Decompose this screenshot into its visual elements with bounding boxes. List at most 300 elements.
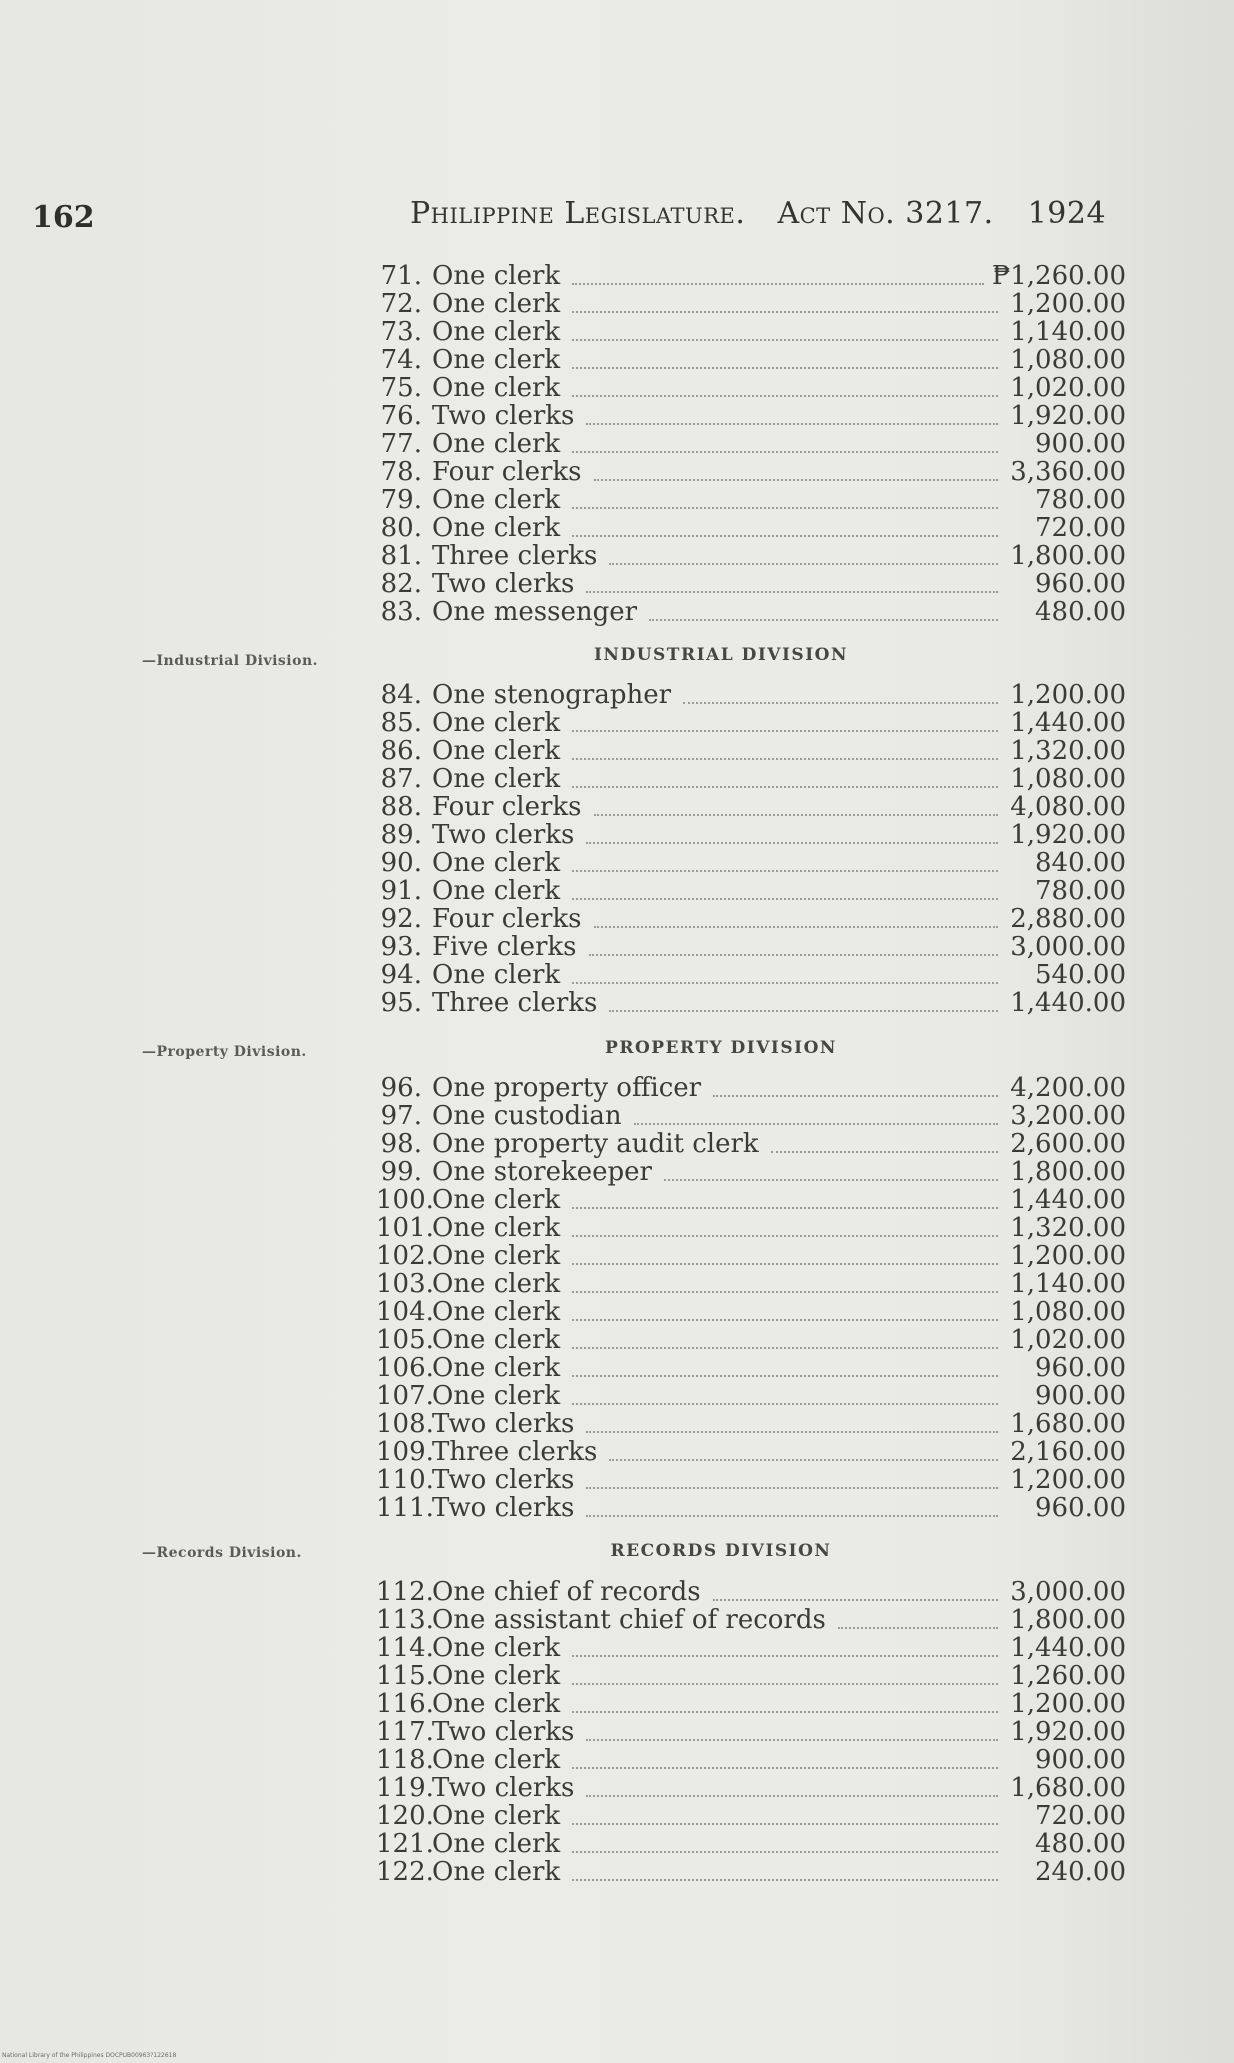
item-amount: 1,320.00 bbox=[1010, 1213, 1126, 1243]
item-number: 112. bbox=[376, 1577, 434, 1607]
item-amount: 1,800.00 bbox=[1010, 1157, 1126, 1187]
item-description: One clerk bbox=[432, 1241, 561, 1271]
item-description: Two clerks bbox=[432, 1717, 575, 1747]
item-description: One clerk bbox=[432, 485, 561, 515]
dot-leader bbox=[572, 507, 998, 509]
item-description: One clerk bbox=[432, 1297, 561, 1327]
dot-leader bbox=[771, 1151, 998, 1153]
item-amount: 720.00 bbox=[1035, 1801, 1126, 1831]
dot-leader bbox=[609, 1459, 998, 1461]
item-number: 85. bbox=[380, 708, 422, 738]
item-label bbox=[376, 290, 568, 318]
dot-leader bbox=[586, 591, 998, 593]
dot-leader bbox=[586, 842, 998, 844]
item-description: One clerk bbox=[432, 513, 561, 543]
item-amount: 1,140.00 bbox=[1010, 1269, 1126, 1299]
item-label bbox=[376, 1298, 568, 1326]
item-label bbox=[376, 1858, 568, 1886]
dot-leader bbox=[594, 814, 999, 816]
item-label bbox=[376, 1690, 568, 1718]
list-item bbox=[376, 1130, 1126, 1158]
item-label bbox=[376, 961, 568, 989]
item-label bbox=[376, 514, 568, 542]
item-label bbox=[376, 1438, 605, 1466]
item-label bbox=[376, 1830, 568, 1858]
page-number: 162 bbox=[32, 200, 95, 235]
item-amount: 960.00 bbox=[1035, 1353, 1126, 1383]
list-item bbox=[376, 1466, 1126, 1494]
dot-leader bbox=[572, 1291, 998, 1293]
item-number: 110. bbox=[376, 1465, 434, 1495]
dot-leader bbox=[594, 479, 999, 481]
item-amount: 1,920.00 bbox=[1010, 820, 1126, 850]
dot-leader bbox=[572, 1879, 998, 1881]
item-number: 103. bbox=[376, 1269, 434, 1299]
item-amount: 1,800.00 bbox=[1010, 1605, 1126, 1635]
item-label bbox=[376, 849, 568, 877]
list-item bbox=[376, 989, 1126, 1017]
item-number: 92. bbox=[380, 904, 422, 934]
item-number: 95. bbox=[380, 988, 422, 1018]
item-number: 106. bbox=[376, 1353, 434, 1383]
list-item bbox=[376, 793, 1126, 821]
item-label bbox=[376, 1354, 568, 1382]
dot-leader bbox=[572, 1711, 998, 1713]
dot-leader bbox=[664, 1179, 998, 1181]
item-number: 93. bbox=[380, 932, 422, 962]
item-description: One clerk bbox=[432, 1185, 561, 1215]
item-amount: 1,140.00 bbox=[1010, 317, 1126, 347]
item-label bbox=[376, 1634, 568, 1662]
item-description: Two clerks bbox=[432, 1773, 575, 1803]
item-number: 121. bbox=[376, 1829, 434, 1859]
item-number: 119. bbox=[376, 1773, 434, 1803]
item-description: One clerk bbox=[432, 289, 561, 319]
item-amount: 1,200.00 bbox=[1010, 289, 1126, 319]
list-item bbox=[376, 933, 1126, 961]
item-number: 100. bbox=[376, 1185, 434, 1215]
dot-leader bbox=[572, 1235, 998, 1237]
item-description: One property officer bbox=[432, 1073, 702, 1103]
item-label bbox=[376, 737, 568, 765]
item-number: 108. bbox=[376, 1409, 434, 1439]
dot-leader bbox=[609, 563, 998, 565]
dot-leader bbox=[572, 1263, 998, 1265]
dot-leader bbox=[594, 926, 999, 928]
list-item bbox=[376, 1354, 1126, 1382]
item-description: One clerk bbox=[432, 373, 561, 403]
item-description: Two clerks bbox=[432, 569, 575, 599]
item-amount: 1,020.00 bbox=[1010, 1325, 1126, 1355]
item-number: 96. bbox=[380, 1073, 422, 1103]
item-number: 77. bbox=[380, 429, 422, 459]
dot-leader bbox=[634, 1123, 998, 1125]
item-amount: 240.00 bbox=[1035, 1857, 1126, 1887]
item-number: 73. bbox=[380, 317, 422, 347]
item-label bbox=[376, 1102, 630, 1130]
item-number: 114. bbox=[376, 1633, 434, 1663]
dot-leader bbox=[572, 870, 998, 872]
list-item bbox=[376, 318, 1126, 346]
dot-leader bbox=[572, 395, 998, 397]
item-description: One clerk bbox=[432, 317, 561, 347]
item-description: One clerk bbox=[432, 429, 561, 459]
item-number: 71. bbox=[380, 261, 422, 291]
appropriation-list-industrial bbox=[376, 681, 1126, 1017]
item-description: Three clerks bbox=[432, 541, 598, 571]
running-header bbox=[410, 196, 1106, 231]
item-label bbox=[376, 1214, 568, 1242]
dot-leader bbox=[572, 1347, 998, 1349]
item-amount: 780.00 bbox=[1035, 876, 1126, 906]
dot-leader bbox=[572, 535, 998, 537]
item-number: 109. bbox=[376, 1437, 434, 1467]
dot-leader bbox=[586, 1431, 998, 1433]
item-description: One clerk bbox=[432, 876, 561, 906]
dot-leader bbox=[586, 1739, 998, 1741]
list-item bbox=[376, 1802, 1126, 1830]
dot-leader bbox=[572, 367, 998, 369]
list-item bbox=[376, 1298, 1126, 1326]
list-item bbox=[376, 402, 1126, 430]
list-item bbox=[376, 1662, 1126, 1690]
item-description: Four clerks bbox=[432, 457, 582, 487]
list-item bbox=[376, 1382, 1126, 1410]
margin-note-industrial: —Industrial Division. bbox=[142, 653, 319, 669]
item-amount: 960.00 bbox=[1035, 1493, 1126, 1523]
item-amount: 1,680.00 bbox=[1010, 1409, 1126, 1439]
dot-leader bbox=[572, 1683, 998, 1685]
item-description: Two clerks bbox=[432, 820, 575, 850]
item-label bbox=[376, 821, 582, 849]
item-number: 90. bbox=[380, 848, 422, 878]
dot-leader bbox=[609, 1010, 998, 1012]
item-label bbox=[376, 1270, 568, 1298]
item-number: 88. bbox=[380, 792, 422, 822]
dot-leader bbox=[586, 1795, 998, 1797]
item-amount: 3,000.00 bbox=[1010, 1577, 1126, 1607]
item-description: One clerk bbox=[432, 1269, 561, 1299]
item-label bbox=[376, 430, 568, 458]
item-label bbox=[376, 1130, 767, 1158]
appropriation-list-top bbox=[376, 262, 1126, 626]
list-item bbox=[376, 1410, 1126, 1438]
list-item bbox=[376, 1774, 1126, 1802]
item-description: One clerk bbox=[432, 736, 561, 766]
dot-leader bbox=[586, 1515, 998, 1517]
list-item bbox=[376, 709, 1126, 737]
item-amount: 1,920.00 bbox=[1010, 1717, 1126, 1747]
item-number: 99. bbox=[380, 1157, 422, 1187]
dot-leader bbox=[683, 702, 998, 704]
item-label bbox=[376, 989, 605, 1017]
item-number: 94. bbox=[380, 960, 422, 990]
item-amount: 3,200.00 bbox=[1010, 1101, 1126, 1131]
item-amount: 540.00 bbox=[1035, 960, 1126, 990]
item-number: 117. bbox=[376, 1717, 434, 1747]
dot-leader bbox=[572, 786, 998, 788]
list-item bbox=[376, 598, 1126, 626]
item-amount: 1,440.00 bbox=[1010, 708, 1126, 738]
item-number: 97. bbox=[380, 1101, 422, 1131]
item-label bbox=[376, 1746, 568, 1774]
item-amount: 900.00 bbox=[1035, 1381, 1126, 1411]
item-label bbox=[376, 402, 582, 430]
item-number: 84. bbox=[380, 680, 422, 710]
item-description: Four clerks bbox=[432, 904, 582, 934]
year: 1924 bbox=[1027, 196, 1107, 231]
item-number: 87. bbox=[380, 764, 422, 794]
margin-note-records: —Records Division. bbox=[142, 1545, 302, 1561]
list-item bbox=[376, 486, 1126, 514]
list-item bbox=[376, 1746, 1126, 1774]
item-description: Two clerks bbox=[432, 1465, 575, 1495]
act-number: Act No. 3217. bbox=[777, 196, 994, 231]
dot-leader bbox=[572, 1823, 998, 1825]
list-item bbox=[376, 1242, 1126, 1270]
list-item bbox=[376, 1074, 1126, 1102]
item-amount: 2,880.00 bbox=[1010, 904, 1126, 934]
item-description: One clerk bbox=[432, 345, 561, 375]
item-amount: 1,080.00 bbox=[1010, 1297, 1126, 1327]
list-item bbox=[376, 1102, 1126, 1130]
dot-leader bbox=[572, 758, 998, 760]
item-description: One clerk bbox=[432, 1745, 561, 1775]
item-description: One clerk bbox=[432, 1213, 561, 1243]
item-label bbox=[376, 1326, 568, 1354]
item-description: One clerk bbox=[432, 848, 561, 878]
list-item bbox=[376, 1186, 1126, 1214]
dot-leader bbox=[586, 1487, 998, 1489]
item-amount: 1,440.00 bbox=[1010, 988, 1126, 1018]
item-number: 91. bbox=[380, 876, 422, 906]
item-amount: 480.00 bbox=[1035, 1829, 1126, 1859]
dot-leader bbox=[572, 283, 984, 285]
item-description: One clerk bbox=[432, 1381, 561, 1411]
item-label bbox=[376, 346, 568, 374]
item-number: 122. bbox=[376, 1857, 434, 1887]
appropriation-list-property bbox=[376, 1074, 1126, 1522]
list-item bbox=[376, 542, 1126, 570]
item-amount: 1,680.00 bbox=[1010, 1773, 1126, 1803]
list-item bbox=[376, 1438, 1126, 1466]
item-number: 102. bbox=[376, 1241, 434, 1271]
item-amount: ₱1,260.00 bbox=[991, 261, 1126, 291]
item-description: One clerk bbox=[432, 1325, 561, 1355]
dot-leader bbox=[572, 898, 998, 900]
dot-leader bbox=[572, 451, 998, 453]
item-amount: 1,200.00 bbox=[1010, 1689, 1126, 1719]
item-amount: 1,320.00 bbox=[1010, 736, 1126, 766]
list-item bbox=[376, 262, 1126, 290]
item-number: 111. bbox=[376, 1493, 434, 1523]
list-item bbox=[376, 514, 1126, 542]
item-number: 105. bbox=[376, 1325, 434, 1355]
item-number: 115. bbox=[376, 1661, 434, 1691]
item-label bbox=[376, 793, 590, 821]
item-label bbox=[376, 374, 568, 402]
item-label bbox=[376, 542, 605, 570]
item-number: 113. bbox=[376, 1605, 434, 1635]
item-amount: 3,000.00 bbox=[1010, 932, 1126, 962]
item-description: Three clerks bbox=[432, 988, 598, 1018]
list-item bbox=[376, 765, 1126, 793]
item-amount: 1,800.00 bbox=[1010, 541, 1126, 571]
list-item bbox=[376, 1830, 1126, 1858]
item-description: Two clerks bbox=[432, 1493, 575, 1523]
item-description: One clerk bbox=[432, 708, 561, 738]
list-item bbox=[376, 1858, 1126, 1886]
item-number: 83. bbox=[380, 597, 422, 627]
item-label bbox=[376, 1802, 568, 1830]
list-item bbox=[376, 430, 1126, 458]
list-item bbox=[376, 458, 1126, 486]
running-title: Philippine Legislature. bbox=[410, 196, 746, 231]
list-item bbox=[376, 849, 1126, 877]
item-amount: 1,080.00 bbox=[1010, 345, 1126, 375]
item-label bbox=[376, 1410, 582, 1438]
item-amount: 2,160.00 bbox=[1010, 1437, 1126, 1467]
item-label bbox=[376, 1466, 582, 1494]
dot-leader bbox=[838, 1627, 998, 1629]
item-amount: 900.00 bbox=[1035, 429, 1126, 459]
item-amount: 4,200.00 bbox=[1010, 1073, 1126, 1103]
dot-leader bbox=[713, 1599, 998, 1601]
item-label bbox=[376, 1718, 582, 1746]
item-number: 82. bbox=[380, 569, 422, 599]
item-description: One clerk bbox=[432, 1353, 561, 1383]
item-amount: 1,200.00 bbox=[1010, 680, 1126, 710]
dot-leader bbox=[572, 311, 998, 313]
item-description: One chief of records bbox=[432, 1577, 701, 1607]
item-description: One clerk bbox=[432, 1801, 561, 1831]
list-item bbox=[376, 737, 1126, 765]
list-item bbox=[376, 1158, 1126, 1186]
list-item bbox=[376, 1606, 1126, 1634]
item-label bbox=[376, 1578, 709, 1606]
item-description: One stenographer bbox=[432, 680, 672, 710]
item-number: 98. bbox=[380, 1129, 422, 1159]
list-item bbox=[376, 374, 1126, 402]
item-amount: 1,200.00 bbox=[1010, 1241, 1126, 1271]
dot-leader bbox=[572, 1655, 998, 1657]
item-number: 86. bbox=[380, 736, 422, 766]
list-item bbox=[376, 1578, 1126, 1606]
dot-leader bbox=[649, 619, 998, 621]
item-description: One assistant chief of records bbox=[432, 1605, 826, 1635]
item-label bbox=[376, 877, 568, 905]
item-label bbox=[376, 709, 568, 737]
list-item bbox=[376, 570, 1126, 598]
item-number: 104. bbox=[376, 1297, 434, 1327]
item-number: 76. bbox=[380, 401, 422, 431]
dot-leader bbox=[572, 1207, 998, 1209]
item-label bbox=[376, 1662, 568, 1690]
item-label bbox=[376, 262, 568, 290]
dot-leader bbox=[572, 1767, 998, 1769]
item-label bbox=[376, 1158, 660, 1186]
dot-leader bbox=[572, 1403, 998, 1405]
item-label bbox=[376, 1494, 582, 1522]
item-amount: 2,600.00 bbox=[1010, 1129, 1126, 1159]
item-description: One clerk bbox=[432, 1633, 561, 1663]
item-amount: 1,920.00 bbox=[1010, 401, 1126, 431]
item-amount: 4,080.00 bbox=[1010, 792, 1126, 822]
item-number: 80. bbox=[380, 513, 422, 543]
item-amount: 900.00 bbox=[1035, 1745, 1126, 1775]
heading-records-division: RECORDS DIVISION bbox=[610, 1541, 832, 1561]
item-description: Two clerks bbox=[432, 401, 575, 431]
item-number: 116. bbox=[376, 1689, 434, 1719]
item-label bbox=[376, 318, 568, 346]
item-description: Four clerks bbox=[432, 792, 582, 822]
item-description: One storekeeper bbox=[432, 1157, 652, 1187]
item-label bbox=[376, 905, 590, 933]
item-label bbox=[376, 458, 590, 486]
item-label bbox=[376, 486, 568, 514]
dot-leader bbox=[572, 1375, 998, 1377]
dot-leader bbox=[572, 982, 998, 984]
item-description: Five clerks bbox=[432, 932, 577, 962]
item-number: 79. bbox=[380, 485, 422, 515]
item-amount: 1,440.00 bbox=[1010, 1633, 1126, 1663]
item-description: One clerk bbox=[432, 1661, 561, 1691]
item-label bbox=[376, 1186, 568, 1214]
list-item bbox=[376, 1270, 1126, 1298]
dot-leader bbox=[572, 339, 998, 341]
item-number: 72. bbox=[380, 289, 422, 319]
item-description: Three clerks bbox=[432, 1437, 598, 1467]
item-number: 78. bbox=[380, 457, 422, 487]
list-item bbox=[376, 1326, 1126, 1354]
list-item bbox=[376, 1718, 1126, 1746]
item-amount: 1,020.00 bbox=[1010, 373, 1126, 403]
item-label bbox=[376, 765, 568, 793]
item-number: 101. bbox=[376, 1213, 434, 1243]
item-description: Two clerks bbox=[432, 1409, 575, 1439]
item-description: One clerk bbox=[432, 261, 561, 291]
dot-leader bbox=[586, 423, 998, 425]
item-description: One clerk bbox=[432, 1689, 561, 1719]
item-description: One clerk bbox=[432, 960, 561, 990]
item-amount: 960.00 bbox=[1035, 569, 1126, 599]
item-number: 89. bbox=[380, 820, 422, 850]
dot-leader bbox=[572, 730, 998, 732]
item-number: 81. bbox=[380, 541, 422, 571]
dot-leader bbox=[713, 1095, 998, 1097]
item-amount: 3,360.00 bbox=[1010, 457, 1126, 487]
item-number: 107. bbox=[376, 1381, 434, 1411]
list-item bbox=[376, 961, 1126, 989]
item-label bbox=[376, 1242, 568, 1270]
item-amount: 840.00 bbox=[1035, 848, 1126, 878]
item-label bbox=[376, 570, 582, 598]
item-label bbox=[376, 1074, 709, 1102]
item-label bbox=[376, 933, 585, 961]
list-item bbox=[376, 1494, 1126, 1522]
list-item bbox=[376, 1690, 1126, 1718]
item-label bbox=[376, 681, 679, 709]
item-amount: 1,080.00 bbox=[1010, 764, 1126, 794]
item-amount: 780.00 bbox=[1035, 485, 1126, 515]
dot-leader bbox=[572, 1319, 998, 1321]
item-number: 120. bbox=[376, 1801, 434, 1831]
heading-industrial-division: INDUSTRIAL DIVISION bbox=[593, 645, 849, 665]
item-description: One custodian bbox=[432, 1101, 622, 1131]
item-amount: 480.00 bbox=[1035, 597, 1126, 627]
footer-credit: National Library of the Philippines DOCPUB00963?122618 bbox=[2, 2052, 177, 2059]
item-number: 118. bbox=[376, 1745, 434, 1775]
